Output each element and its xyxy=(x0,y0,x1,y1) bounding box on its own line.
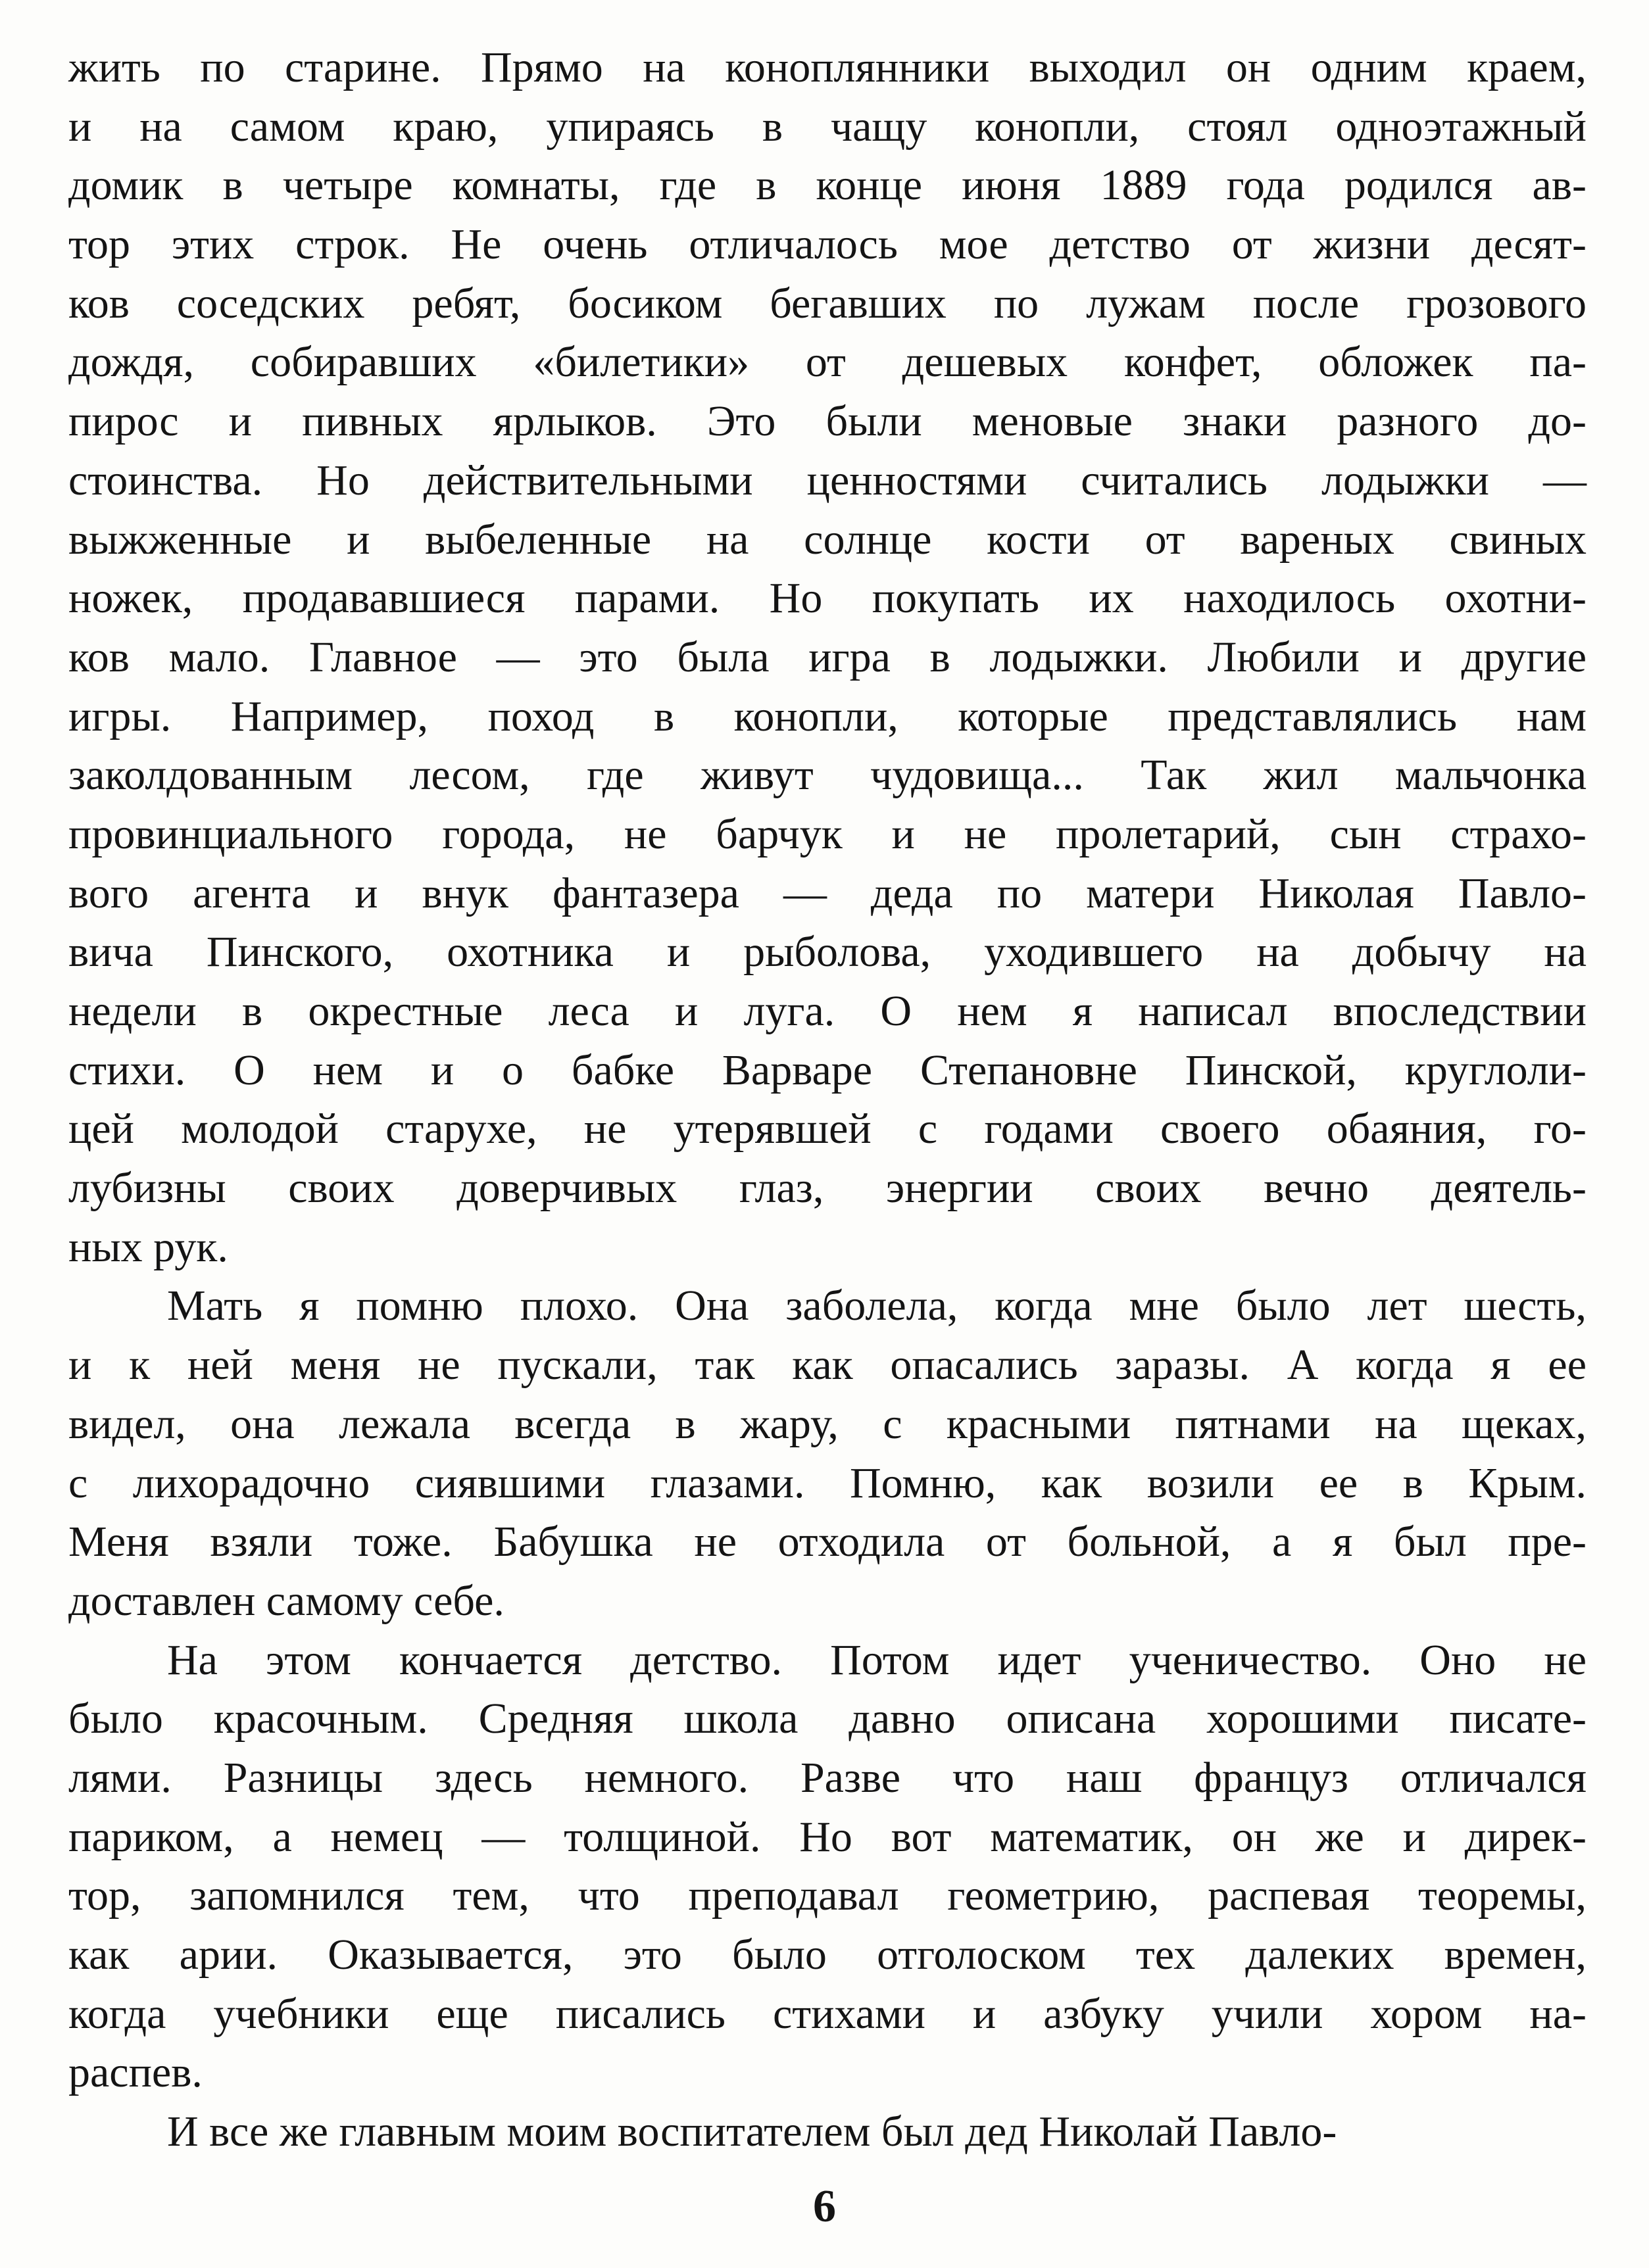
text-line: цей молодой старухе, не утерявшей с годами своего обаяния, го- xyxy=(68,1105,1587,1153)
text-line: Меня взяли тоже. Бабушка не отходила от больной, а я был пре- xyxy=(68,1518,1587,1566)
text-line: ков мало. Главное — это была игра в лодыжки. Любили и другие xyxy=(68,633,1587,681)
text-line: пирос и пивных ярлыков. Это были меновые знаки разного до- xyxy=(68,397,1587,446)
text-line: тор, запомнился тем, что преподавал геометрию, распевая теоремы, xyxy=(68,1871,1587,1920)
text-line: лями. Разницы здесь немного. Разве что наш француз отличался xyxy=(68,1753,1587,1802)
text-line: ножек, продававшиеся парами. Но покупать их находилось охотни- xyxy=(68,574,1587,623)
text-line: ков соседских ребят, босиком бегавших по лужам после грозового xyxy=(68,279,1587,327)
text-line: И все же главным моим воспитателем был дед Николай Павло- xyxy=(167,2108,1337,2156)
text-line: и к ней меня не пускали, так как опасались заразы. А когда я ее xyxy=(68,1341,1587,1389)
text-line: домик в четыре комнаты, где в конце июня 1889 года родился ав- xyxy=(68,161,1587,210)
text-line: жить по старине. Прямо на коноплянники выходил он одним краем, xyxy=(68,43,1587,91)
paragraph xyxy=(68,1631,1587,2103)
text-line: когда учебники еще писались стихами и азбуку учили хором на- xyxy=(68,1989,1587,2038)
text-line: с лихорадочно сиявшими глазами. Помню, как возили ее в Крым. xyxy=(68,1459,1587,1507)
text-line: и на самом краю, упираясь в чащу конопли, стоял одноэтажный xyxy=(68,102,1587,151)
paragraph xyxy=(68,1276,1587,1630)
text-line: На этом кончается детство. Потом идет ученичество. Оно не xyxy=(167,1635,1587,1684)
body-text xyxy=(68,38,1587,2161)
text-line: выжженные и выбеленные на солнце кости от вареных свиных xyxy=(68,515,1587,564)
text-line: дождя, собиравших «билетики» от дешевых конфет, обложек па- xyxy=(68,338,1587,387)
text-line: тор этих строк. Не очень отличалось мое детство от жизни десят- xyxy=(68,220,1587,269)
text-line: недели в окрестные леса и луга. О нем я написал впоследствии xyxy=(68,987,1587,1035)
text-line: видел, она лежала всегда в жару, с красными пятнами на щеках, xyxy=(68,1399,1587,1448)
text-line: вича Пинского, охотника и рыболова, уходившего на добычу на xyxy=(68,928,1587,977)
text-line: провинциального города, не барчук и не пролетарий, сын страхо- xyxy=(68,809,1587,858)
text-line: распев. xyxy=(68,2048,203,2097)
paragraph xyxy=(68,38,1587,1276)
page-number: 6 xyxy=(813,2181,836,2232)
text-line: доставлен самому себе. xyxy=(68,1576,505,1625)
text-line: стоинства. Но действительными ценностями считались лодыжки — xyxy=(68,456,1587,504)
text-line: игры. Например, поход в конопли, которые представлялись нам xyxy=(68,692,1587,740)
text-line: заколдованным лесом, где живут чудовища... Так жил мальчонка xyxy=(68,751,1587,800)
text-line: лубизны своих доверчивых глаз, энергии своих вечно деятель- xyxy=(68,1164,1587,1213)
text-line: ных рук. xyxy=(68,1222,228,1271)
text-line: Мать я помню плохо. Она заболела, когда мне было лет шесть, xyxy=(167,1282,1587,1330)
text-line: было красочным. Средняя школа давно описана хорошими писате- xyxy=(68,1695,1587,1743)
text-line: как арии. Оказывается, это было отголоском тех далеких времен, xyxy=(68,1931,1587,1979)
paragraph xyxy=(68,2102,1587,2161)
text-line: стихи. О нем и о бабке Варваре Степановне Пинской, круглоли- xyxy=(68,1046,1587,1094)
text-line: париком, а немец — толщиной. Но вот математик, он же и дирек- xyxy=(68,1812,1587,1861)
text-line: вого агента и внук фантазера — деда по матери Николая Павло- xyxy=(68,869,1587,917)
